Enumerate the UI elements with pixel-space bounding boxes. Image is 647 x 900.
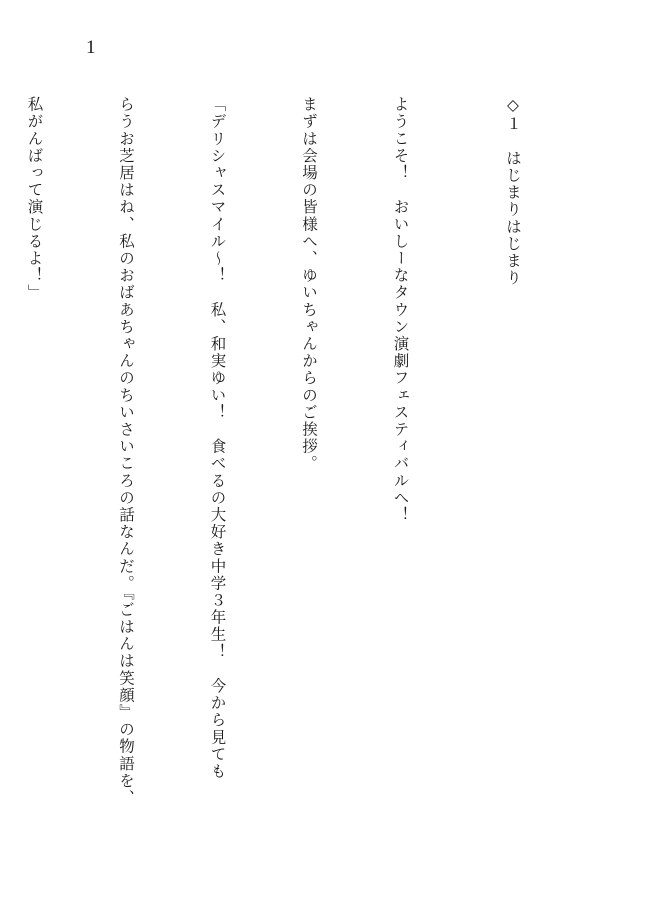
text-line: 「デリシャスマイル～！ 私、和実ゆい！ 食べるの大好き中学３年生！ 今から見ても	[208, 96, 227, 780]
text-line: まずは会場の皆様へ、ゆいちゃんからのご挨拶。	[300, 96, 318, 473]
body-text	[0, 96, 589, 856]
text-line: ようこそ！ おいしーなタウン演劇フェスティバルへ！	[391, 96, 410, 524]
text-line: らうお芝居はね、私のおばあちゃんのちいさいころの話なんだ。『ごはんは笑顔』の物語を、	[117, 96, 135, 807]
chapter-heading: ◇１ はじまりはじまり	[504, 96, 522, 287]
page-number: 1	[86, 37, 96, 58]
text-line: 私がんばって演じるよ！」	[25, 96, 44, 302]
